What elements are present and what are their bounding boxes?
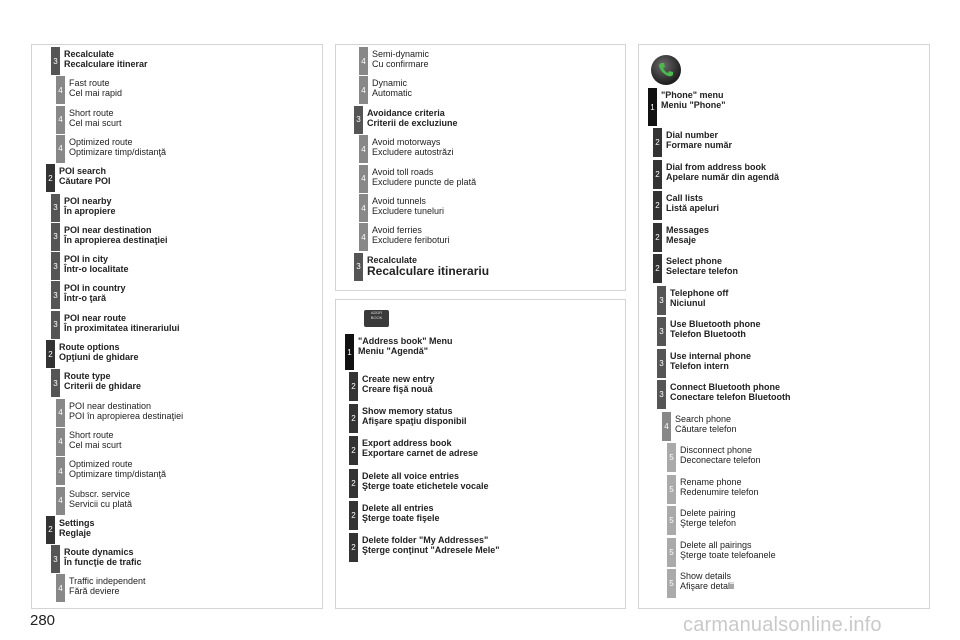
menu-item-label	[64, 49, 148, 69]
label-en: Dial number	[666, 130, 719, 140]
label-ro: Excludere autostrăzi	[372, 147, 454, 158]
label-en: Messages	[666, 224, 710, 235]
menu-item-label	[64, 371, 141, 391]
menu-item-label	[372, 49, 429, 69]
col2bottom-menu-item	[345, 334, 585, 370]
label-ro: Excludere tuneluri	[372, 206, 445, 216]
level-badge: 2	[653, 128, 662, 157]
col3-menu-item	[653, 223, 893, 252]
label-en: POI search	[59, 166, 107, 177]
label-ro: În apropiere	[64, 205, 116, 216]
label-en: Avoidance criteria	[367, 107, 445, 118]
menu-item-label	[372, 225, 450, 245]
menu-item-label	[69, 108, 122, 128]
menu-item-label	[666, 130, 732, 150]
menu-item-label	[362, 374, 435, 394]
label-en: Delete all entries	[362, 502, 434, 513]
label-ro: Meniu "Agendă"	[358, 346, 429, 356]
menu-item-label	[69, 401, 183, 421]
col1-menu-item	[51, 311, 291, 339]
col2top-menu-item	[359, 47, 599, 75]
label-ro: POI în apropierea destinaţiei	[69, 410, 184, 421]
menu-item-label	[362, 438, 478, 458]
label-en: Use Bluetooth phone	[670, 319, 761, 329]
col1-menu-item	[51, 194, 291, 222]
label-en: Route options	[59, 342, 120, 352]
level-badge: 2	[46, 340, 55, 368]
label-en: Show memory status	[362, 406, 453, 417]
menu-item-label	[367, 255, 489, 278]
level-badge: 4	[56, 106, 65, 134]
label-ro: Cu confirmare	[372, 59, 429, 69]
level-badge: 4	[359, 76, 368, 104]
watermark: carmanualsonline.info	[683, 614, 882, 636]
col2bottom-menu-item	[349, 372, 589, 401]
label-ro: Recalculare itinerariu	[367, 263, 490, 278]
menu-item-label	[59, 166, 111, 186]
level-badge: 2	[349, 436, 358, 465]
label-en: Optimized route	[69, 459, 133, 470]
level-badge: 4	[662, 412, 671, 441]
label-en: POI nearby	[64, 195, 112, 206]
level-badge: 5	[667, 506, 676, 535]
col1-menu-item	[56, 574, 296, 602]
label-en: Dynamic	[372, 78, 408, 89]
label-ro: Apelare număr din agendă	[666, 171, 780, 182]
col1-menu-item	[56, 106, 296, 134]
label-en: Avoid tunnels	[372, 196, 426, 206]
col3-menu-item	[662, 412, 902, 441]
menu-item-label	[64, 547, 142, 567]
menu-item-label	[69, 489, 132, 509]
label-en: Avoid toll roads	[372, 166, 434, 177]
label-ro: Reglaje	[59, 527, 92, 538]
label-ro: Opţiuni de ghidare	[59, 352, 139, 362]
menu-item-label	[64, 225, 168, 245]
menu-item-label	[666, 256, 738, 276]
level-badge: 3	[51, 194, 60, 222]
level-badge: 3	[657, 286, 666, 315]
level-badge: 4	[359, 194, 368, 222]
level-badge: 4	[359, 135, 368, 163]
col2bottom-menu-item	[349, 469, 589, 498]
label-ro: Cel mai scurt	[69, 439, 122, 450]
level-badge: 2	[349, 372, 358, 401]
label-ro: Optimizare timp/distanţă	[69, 146, 167, 157]
col2bottom-menu-item	[349, 501, 589, 530]
level-badge: 3	[354, 253, 363, 281]
label-ro: Servicii cu plată	[69, 498, 133, 509]
level-badge: 4	[56, 457, 65, 485]
label-en: Short route	[69, 107, 114, 118]
label-en: Dial from address book	[666, 161, 767, 172]
label-ro: Telefon intern	[670, 360, 729, 371]
level-badge: 2	[46, 516, 55, 544]
label-en: Select phone	[666, 256, 723, 266]
menu-item-label	[666, 193, 719, 213]
level-badge: 2	[46, 164, 55, 192]
level-badge: 2	[349, 501, 358, 530]
menu-item-label	[64, 283, 126, 303]
level-badge: 3	[51, 369, 60, 397]
label-ro: Căutare POI	[59, 176, 111, 187]
menu-item-label	[59, 518, 95, 538]
label-en: Recalculate	[367, 254, 418, 265]
label-en: Use internal phone	[670, 350, 752, 361]
level-badge: 4	[56, 574, 65, 602]
level-badge: 2	[653, 254, 662, 283]
label-ro: Afişare detalii	[680, 581, 735, 591]
label-en: Optimized route	[69, 136, 133, 147]
col2top-menu-item	[359, 76, 599, 104]
menu-item-label	[362, 471, 489, 491]
label-ro: Cel mai scurt	[69, 117, 122, 128]
level-badge: 3	[51, 281, 60, 309]
label-ro: Într-o localitate	[64, 264, 129, 275]
label-en: POI near destination	[64, 224, 152, 235]
menu-item-label	[367, 108, 458, 128]
label-en: Export address book	[362, 438, 452, 449]
label-ro: În proximitatea itinerariului	[64, 322, 180, 333]
label-en: Search phone	[675, 413, 732, 424]
menu-item-label	[59, 342, 139, 362]
label-en: Delete all pairings	[680, 539, 752, 550]
label-ro: Mesaje	[666, 234, 697, 245]
menu-item-label	[64, 254, 129, 274]
level-badge: 3	[51, 223, 60, 251]
label-ro: Niciunul	[670, 297, 706, 308]
label-en: "Address book" Menu	[358, 336, 453, 346]
col3-menu-item	[653, 128, 893, 157]
label-en: Avoid ferries	[372, 225, 422, 236]
label-ro: Creare fişă nouă	[362, 384, 433, 394]
label-en: Semi-dynamic	[372, 49, 430, 59]
col1-menu-item	[56, 457, 296, 485]
level-badge: 4	[56, 399, 65, 427]
col2top-menu-item	[359, 194, 599, 222]
label-ro: Meniu "Phone"	[661, 100, 726, 110]
label-en: Route dynamics	[64, 547, 134, 558]
menu-item-label	[372, 196, 444, 216]
level-badge: 3	[354, 106, 363, 134]
label-en: Fast route	[69, 78, 110, 89]
label-en: POI in city	[64, 254, 109, 265]
level-badge: 4	[359, 47, 368, 75]
label-en: Show details	[680, 571, 732, 581]
col3-menu-item	[653, 254, 893, 283]
col1-menu-item	[51, 545, 291, 573]
col3-menu-item	[648, 88, 888, 126]
col3-menu-item	[657, 317, 897, 346]
menu-item-label	[69, 137, 166, 157]
col1-menu-item	[56, 399, 296, 427]
label-en: Short route	[69, 429, 114, 440]
phone-icon	[651, 55, 681, 85]
col3-menu-item	[667, 569, 907, 598]
col1-menu-item	[51, 223, 291, 251]
level-badge: 1	[345, 334, 354, 370]
level-badge: 3	[657, 349, 666, 378]
col3-menu-item	[653, 160, 893, 189]
label-ro: Conectare telefon Bluetooth	[670, 392, 791, 402]
label-ro: Căutare telefon	[675, 423, 737, 434]
label-ro: Excludere puncte de plată	[372, 176, 477, 187]
col1-menu-item	[46, 164, 286, 192]
label-ro: Optimizare timp/distanţă	[69, 469, 167, 480]
level-badge: 4	[56, 135, 65, 163]
col3-menu-item	[657, 380, 897, 409]
label-ro: Automatic	[372, 88, 413, 99]
level-badge: 3	[51, 311, 60, 339]
level-badge: 3	[657, 380, 666, 409]
label-ro: Exportare carnet de adrese	[362, 448, 479, 459]
level-badge: 5	[667, 443, 676, 472]
label-ro: Recalculare itinerar	[64, 59, 148, 69]
col3-menu-item	[667, 475, 907, 504]
label-en: Delete all voice entries	[362, 470, 460, 481]
label-ro: În funcţie de trafic	[64, 557, 142, 568]
col2top-menu-item	[359, 135, 599, 163]
menu-item-label	[670, 319, 761, 339]
menu-item-label	[69, 576, 146, 596]
col2top-menu-item	[354, 106, 594, 134]
level-badge: 3	[51, 252, 60, 280]
col3-menu-item	[667, 538, 907, 567]
col1-menu-item	[56, 76, 296, 104]
level-badge: 4	[359, 165, 368, 193]
level-badge: 4	[56, 76, 65, 104]
page-number: 280	[30, 612, 56, 629]
level-badge: 2	[349, 533, 358, 562]
label-ro: Şterge toate etichetele vocale	[362, 480, 489, 491]
label-ro: Excludere feriboturi	[372, 235, 450, 246]
menu-item-label	[680, 477, 759, 497]
menu-item-label	[69, 459, 166, 479]
level-badge: 4	[56, 487, 65, 515]
col3-menu-item	[667, 443, 907, 472]
menu-item-label	[362, 535, 500, 555]
menu-item-label	[670, 351, 751, 371]
col1-menu-item	[56, 487, 296, 515]
menu-item-label	[666, 225, 709, 245]
label-ro: Şterge conţinut "Adresele Mele"	[362, 545, 500, 555]
label-ro: Afişare spaţiu disponibil	[362, 416, 467, 427]
col2bottom-menu-item	[349, 404, 589, 433]
menu-item-label	[675, 414, 737, 434]
menu-item-label	[64, 196, 116, 216]
label-ro: Redenumire telefon	[680, 486, 759, 497]
label-ro: Formare număr	[666, 140, 733, 150]
col3-menu-item	[657, 286, 897, 315]
menu-item-label	[670, 382, 791, 402]
label-ro: Deconectare telefon	[680, 455, 761, 465]
menu-item-label	[666, 162, 779, 182]
label-en: Telephone off	[670, 287, 729, 298]
level-badge: 4	[359, 223, 368, 251]
label-en: Settings	[59, 517, 95, 528]
label-ro: Listă apeluri	[666, 203, 720, 213]
menu-item-label	[661, 90, 726, 110]
col3-menu-item	[667, 506, 907, 535]
level-badge: 2	[349, 404, 358, 433]
col1-menu-item	[46, 340, 286, 368]
level-badge: 2	[349, 469, 358, 498]
label-ro: Şterge toate telefoanele	[680, 549, 776, 560]
level-badge: 2	[653, 223, 662, 252]
level-badge: 2	[653, 191, 662, 220]
label-en: Connect Bluetooth phone	[670, 382, 780, 392]
level-badge: 4	[56, 428, 65, 456]
level-badge: 1	[648, 88, 657, 126]
col2top-menu-item	[359, 223, 599, 251]
level-badge: 5	[667, 538, 676, 567]
menu-item-label	[69, 78, 122, 98]
col1-menu-item	[56, 135, 296, 163]
col2bottom-menu-item	[349, 533, 589, 562]
label-ro: Criterii de ghidare	[64, 381, 142, 392]
level-badge: 3	[51, 47, 60, 75]
col2top-menu-item	[359, 165, 599, 193]
label-en: Disconnect phone	[680, 445, 753, 455]
menu-item-label	[362, 503, 440, 523]
menu-item-label	[358, 336, 453, 356]
label-ro: Telefon Bluetooth	[670, 329, 746, 339]
menu-item-label	[64, 313, 180, 333]
menu-item-label	[362, 406, 467, 426]
label-en: Call lists	[666, 193, 704, 203]
label-ro: Şterge telefon	[680, 518, 737, 528]
col3-menu-item	[653, 191, 893, 220]
level-badge: 2	[653, 160, 662, 189]
menu-item-label	[69, 430, 122, 450]
label-ro: Şterge toate fişele	[362, 512, 440, 523]
label-en: Rename phone	[680, 476, 742, 487]
label-en: Subscr. service	[69, 488, 131, 499]
menu-item-label	[372, 167, 476, 187]
menu-item-label	[372, 137, 454, 157]
label-en: Traffic independent	[69, 576, 146, 587]
label-en: Route type	[64, 371, 111, 382]
label-en: "Phone" menu	[661, 90, 724, 100]
level-badge: 5	[667, 475, 676, 504]
col1-menu-item	[51, 47, 291, 75]
menu-item-label	[680, 571, 734, 591]
label-en: Recalculate	[64, 49, 115, 59]
label-en: Delete pairing	[680, 508, 736, 518]
label-en: POI in country	[64, 283, 126, 294]
level-badge: 3	[657, 317, 666, 346]
label-ro: Într-o ţară	[64, 293, 107, 304]
label-en: POI near route	[64, 312, 127, 323]
menu-item-label	[680, 508, 736, 528]
label-ro: Selectare telefon	[666, 266, 739, 276]
col1-menu-item	[51, 369, 291, 397]
col2bottom-menu-item	[349, 436, 589, 465]
menu-item-label	[680, 540, 776, 560]
label-en: Avoid motorways	[372, 137, 441, 148]
menu-item-label	[680, 445, 761, 465]
label-en: POI near destination	[69, 400, 152, 411]
address-book-icon: ADDR BOOK	[364, 310, 389, 327]
label-ro: Fără deviere	[69, 586, 120, 597]
label-en: Create new entry	[362, 374, 435, 384]
label-ro: În apropierea destinaţiei	[64, 234, 168, 245]
label-en: Delete folder "My Addresses"	[362, 535, 489, 545]
col2top-menu-item	[354, 253, 594, 281]
col1-menu-item	[51, 281, 291, 309]
menu-item-label	[372, 78, 412, 98]
label-ro: Cel mai rapid	[69, 88, 123, 99]
col1-menu-item	[51, 252, 291, 280]
col1-menu-item	[56, 428, 296, 456]
label-ro: Criterii de excluziune	[367, 117, 458, 128]
level-badge: 5	[667, 569, 676, 598]
level-badge: 3	[51, 545, 60, 573]
col3-menu-item	[657, 349, 897, 378]
col1-menu-item	[46, 516, 286, 544]
menu-item-label	[670, 288, 728, 308]
